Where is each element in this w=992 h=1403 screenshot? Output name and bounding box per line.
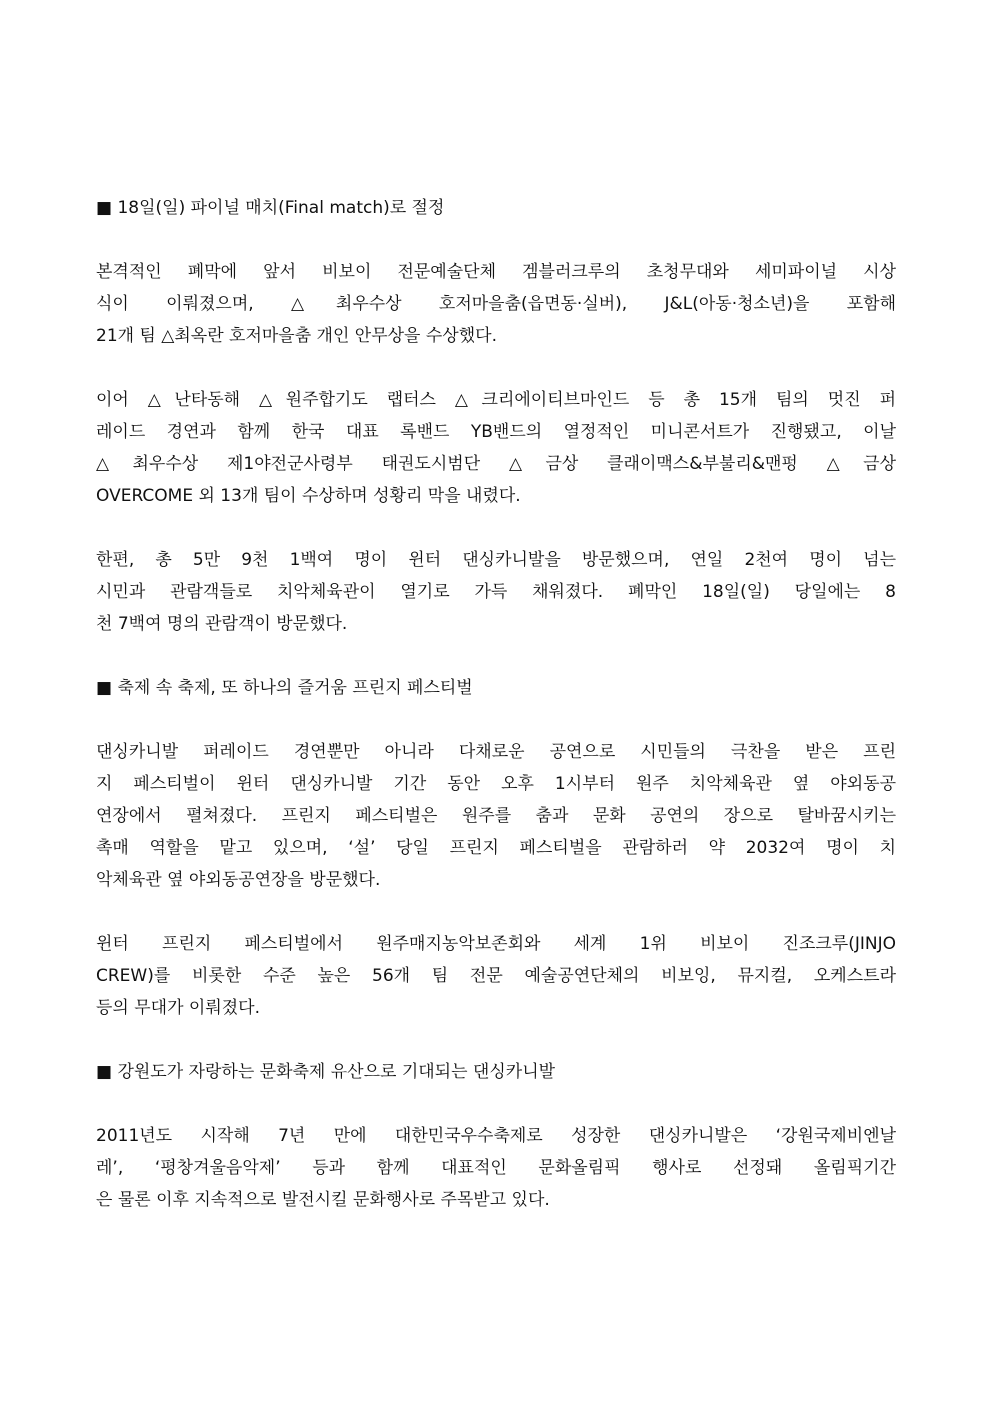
section-heading-final-match: ■ 18일(일) 파이널 매치(Final match)로 절정	[96, 198, 445, 218]
section-heading-fringe-festival: ■ 축제 속 축제, 또 하나의 즐거움 프린지 페스티벌	[96, 678, 473, 698]
paragraph-visitor-count	[96, 544, 896, 640]
paragraph-fringe-overview	[96, 736, 896, 896]
text-line: 한편, 총 5만 9천 1백여 명이 윈터 댄싱카니발을 방문했으며, 연일 2천여 명이 넘는	[96, 550, 896, 570]
text-line: △최우수상 제1야전군사령부 태권도시범단 △금상 클래이맥스&부불리&맨펑 △금상	[96, 454, 896, 474]
text-line: CREW)를 비롯한 수준 높은 56개 팀 전문 예술공연단체의 비보잉, 뮤지컬, 오케스트라	[96, 966, 896, 986]
text-line: 은 물론 이후 지속적으로 발전시킬 문화행사로 주목받고 있다.	[96, 1190, 550, 1210]
text-line: 댄싱카니발 퍼레이드 경연뿐만 아니라 다채로운 공연으로 시민들의 극찬을 받은 프린	[96, 742, 896, 762]
text-line: 식이 이뤄졌으며, △최우수상 호저마을춤(읍면동·실버), J&L(아동·청소년)을 포함해	[96, 294, 896, 314]
text-line: 연장에서 펼쳐졌다. 프린지 페스티벌은 원주를 춤과 문화 공연의 장으로 탈바꿈시키는	[96, 806, 896, 826]
text-line: 레’, ‘평창겨울음악제’ 등과 함께 대표적인 문화올림픽 행사로 선정돼 올림픽기간	[96, 1158, 896, 1178]
text-line: 본격적인 폐막에 앞서 비보이 전문예술단체 겜블러크루의 초청무대와 세미파이널 시상	[96, 262, 896, 282]
text-line: 21개 팀 △최옥란 호저마을춤 개인 안무상을 수상했다.	[96, 326, 497, 346]
paragraph-semifinal-awards	[96, 256, 896, 352]
paragraph-fringe-performers	[96, 928, 896, 1024]
text-line: 천 7백여 명의 관람객이 방문했다.	[96, 614, 348, 634]
paragraph-carnival-growth	[96, 1120, 896, 1216]
section-heading-cultural-heritage: ■ 강원도가 자랑하는 문화축제 유산으로 기대되는 댄싱카니발	[96, 1062, 556, 1082]
text-line: 이어 △난타동해 △원주합기도 랩터스 △크리에이티브마인드 등 총 15개 팀의 멋진 퍼	[96, 390, 896, 410]
text-line: 2011년도 시작해 7년 만에 대한민국우수축제로 성장한 댄싱카니발은 ‘강원국제비엔날	[96, 1126, 896, 1146]
text-line: 등의 무대가 이뤄졌다.	[96, 998, 261, 1018]
text-line: 윈터 프린지 페스티벌에서 원주매지농악보존회와 세계 1위 비보이 진조크루(JINJO	[96, 934, 896, 954]
text-line: 시민과 관람객들로 치악체육관이 열기로 가득 채워졌다. 폐막인 18일(일) 당일에는 8	[96, 582, 896, 602]
text-line: 레이드 경연과 함께 한국 대표 록밴드 YB밴드의 열정적인 미니콘서트가 진행됐고, 이날	[96, 422, 896, 442]
text-line: 촉매 역할을 맡고 있으며, ‘설’ 당일 프린지 페스티벌을 관람하러 약 2032여 명이 치	[96, 838, 896, 858]
text-line: 지 페스티벌이 윈터 댄싱카니발 기간 동안 오후 1시부터 원주 치악체육관 옆 야외동공	[96, 774, 896, 794]
text-line: OVERCOME 외 13개 팀이 수상하며 성황리 막을 내렸다.	[96, 486, 521, 506]
document-body	[96, 192, 896, 1248]
paragraph-parade-results	[96, 384, 896, 512]
text-line: 악체육관 옆 야외동공연장을 방문했다.	[96, 870, 381, 890]
